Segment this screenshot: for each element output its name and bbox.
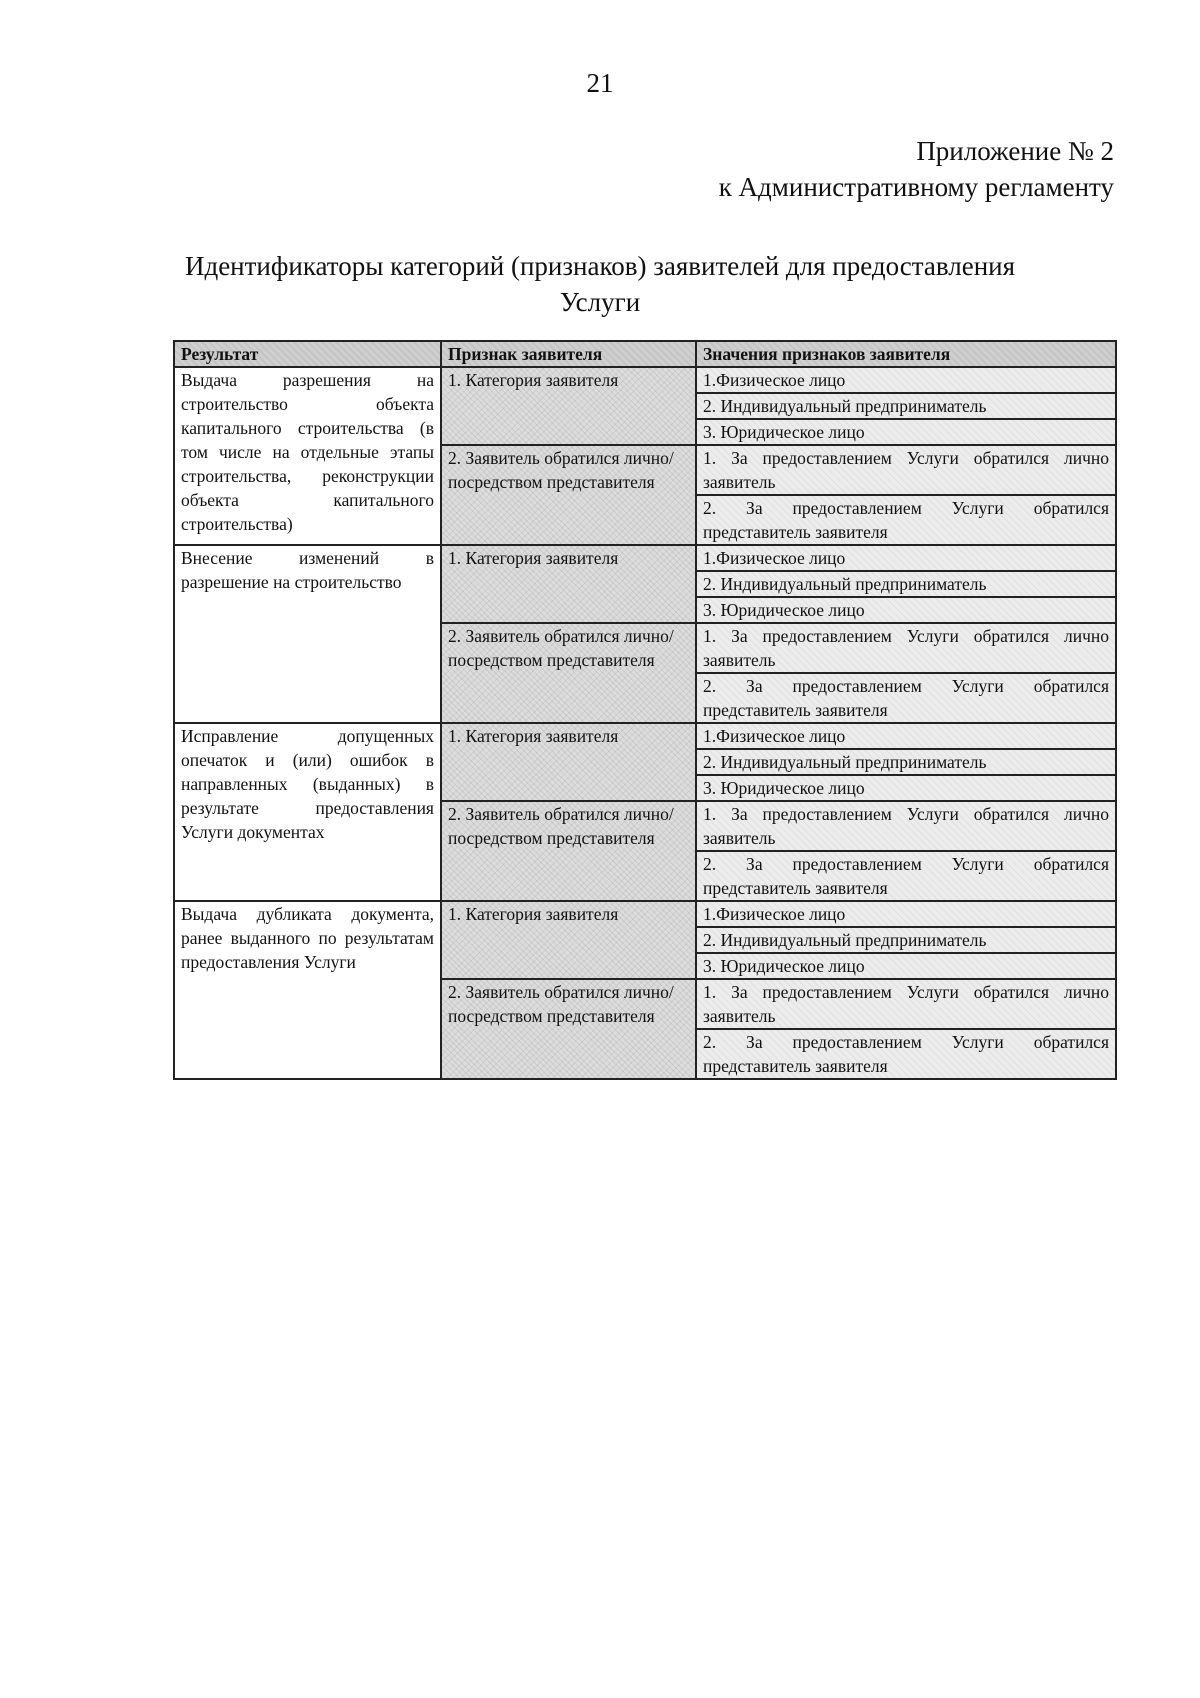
document-title-line-1: Идентификаторы категорий (признаков) заявителей для предоставления (184, 251, 1016, 281)
applicant-sign-cell: 1. Категория заявителя (441, 545, 696, 623)
applicant-sign-cell: 1. Категория заявителя (441, 901, 696, 979)
sign-value-cell: 2. За предоставлением Услуги обратился представитель заявителя (696, 673, 1116, 723)
applicant-sign-cell: 1. Категория заявителя (441, 723, 696, 801)
result-cell: Выдача дубликата документа, ранее выданного по результатам предоставления Услуги (174, 901, 441, 1079)
appendix-reference: к Административному регламенту (718, 172, 1114, 202)
sign-value-cell: 3. Юридическое лицо (696, 775, 1116, 801)
sign-value-cell: 2. Индивидуальный предприниматель (696, 393, 1116, 419)
header-applicant-sign: Признак заявителя (441, 341, 696, 367)
result-cell: Выдача разрешения на строительство объекта капитального строительства (в том числе на отдельные этапы строительства, реконструкции объекта капитального строительства) (174, 367, 441, 545)
sign-value-cell: 2. Индивидуальный предприниматель (696, 927, 1116, 953)
applicant-sign-cell: 2. Заявитель обратился лично/посредством представителя (441, 623, 696, 723)
document-title (150, 248, 1050, 320)
sign-value-cell: 1. За предоставлением Услуги обратился лично заявитель (696, 623, 1116, 673)
sign-value-cell: 2. За предоставлением Услуги обратился представитель заявителя (696, 1029, 1116, 1079)
table-row (174, 723, 1116, 749)
appendix-number: Приложение № 2 (916, 136, 1114, 166)
sign-value-cell: 1.Физическое лицо (696, 723, 1116, 749)
sign-value-cell: 1.Физическое лицо (696, 901, 1116, 927)
sign-value-cell: 1. За предоставлением Услуги обратился лично заявитель (696, 801, 1116, 851)
sign-value-cell: 1. За предоставлением Услуги обратился лично заявитель (696, 979, 1116, 1029)
table-row (174, 901, 1116, 927)
sign-value-cell: 3. Юридическое лицо (696, 419, 1116, 445)
sign-value-cell: 2. Индивидуальный предприниматель (696, 571, 1116, 597)
table-row (174, 367, 1116, 393)
table-header-row (174, 341, 1116, 367)
applicant-sign-cell: 2. Заявитель обратился лично/посредством представителя (441, 801, 696, 901)
header-sign-values: Значения признаков заявителя (696, 341, 1116, 367)
applicant-identifiers-table (173, 340, 1117, 1080)
appendix-heading (719, 133, 1114, 205)
sign-value-cell: 3. Юридическое лицо (696, 953, 1116, 979)
sign-value-cell: 2. За предоставлением Услуги обратился представитель заявителя (696, 851, 1116, 901)
applicant-sign-cell: 1. Категория заявителя (441, 367, 696, 445)
applicant-sign-cell: 2. Заявитель обратился лично/посредством представителя (441, 445, 696, 545)
sign-value-cell: 1.Физическое лицо (696, 367, 1116, 393)
result-cell: Внесение изменений в разрешение на строительство (174, 545, 441, 723)
header-result: Результат (174, 341, 441, 367)
table-row (174, 545, 1116, 571)
sign-value-cell: 2. За предоставлением Услуги обратился представитель заявителя (696, 495, 1116, 545)
sign-value-cell: 1. За предоставлением Услуги обратился лично заявитель (696, 445, 1116, 495)
page-number: 21 (586, 68, 614, 98)
sign-value-cell: 2. Индивидуальный предприниматель (696, 749, 1116, 775)
result-cell: Исправление допущенных опечаток и (или) ошибок в направленных (выданных) в результате предоставления Услуги документах (174, 723, 441, 901)
sign-value-cell: 1.Физическое лицо (696, 545, 1116, 571)
sign-value-cell: 3. Юридическое лицо (696, 597, 1116, 623)
document-title-line-2: Услуги (559, 287, 641, 317)
applicant-sign-cell: 2. Заявитель обратился лично/посредством представителя (441, 979, 696, 1079)
